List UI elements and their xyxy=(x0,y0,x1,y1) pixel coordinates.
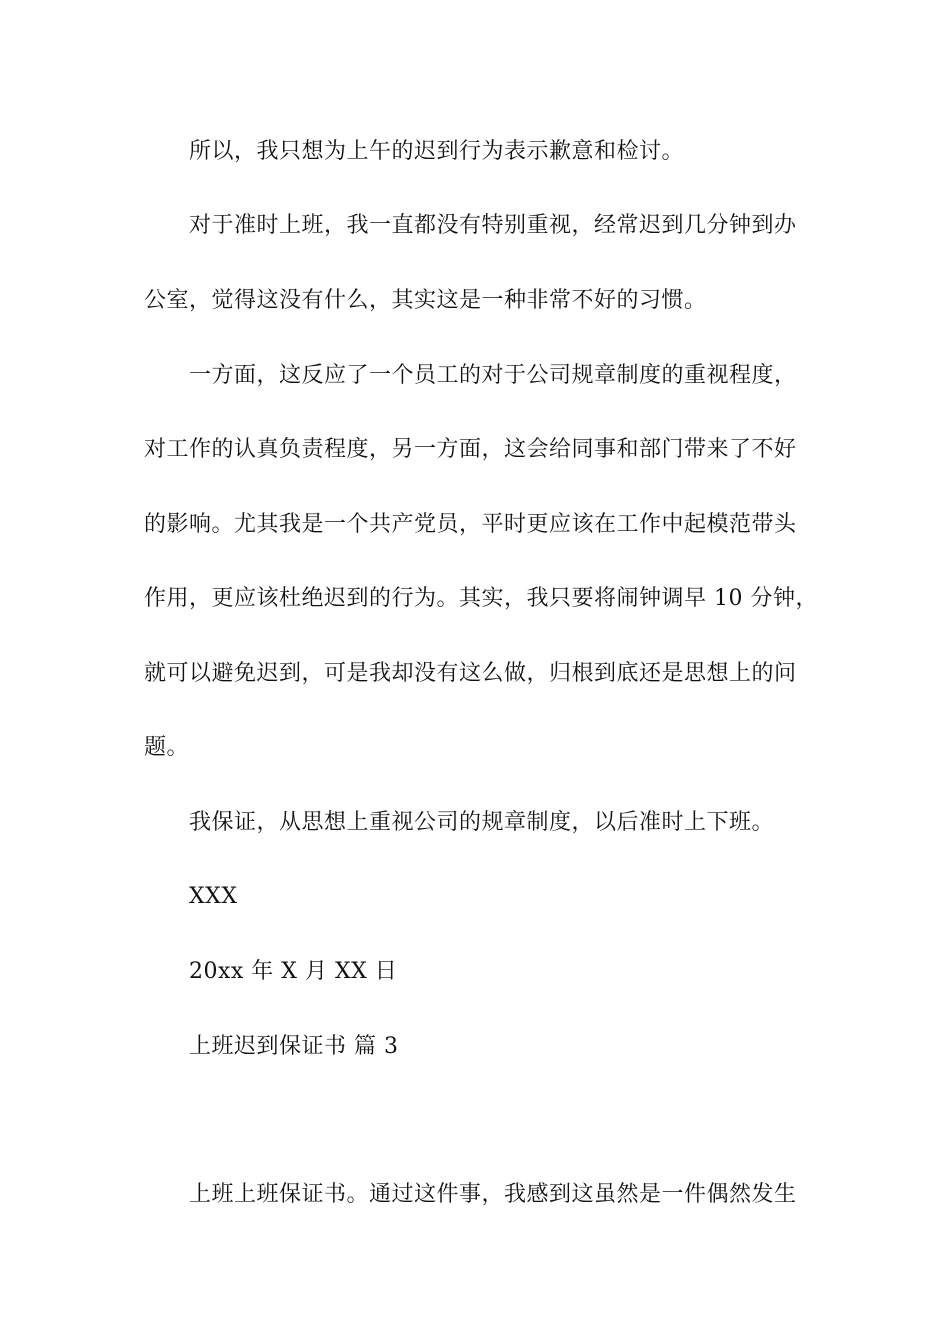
signature-name: XXX xyxy=(189,884,238,909)
paragraph-impact-line-6: 题。 xyxy=(144,735,190,760)
section-heading: 上班迟到保证书 篇 3 xyxy=(189,1034,399,1059)
paragraph-punctuality-line-2: 公室，觉得这没有什么，其实这是一种非常不好的习惯。 xyxy=(144,288,707,313)
paragraph-impact-line-5: 就可以避免迟到，可是我却没有这么做，归根到底还是思想上的问 xyxy=(144,661,797,686)
paragraph-impact-line-3: 的影响。尤其我是一个共产党员，平时更应该在工作中起模范带头 xyxy=(144,512,797,537)
paragraph-section3-line-1: 上班上班保证书。通过这件事，我感到这虽然是一件偶然发生 xyxy=(189,1182,797,1207)
paragraph-impact-line-4: 作用，更应该杜绝迟到的行为。其实，我只要将闹钟调早 10 分钟， xyxy=(144,586,818,611)
paragraph-impact-line-1: 一方面，这反应了一个员工的对于公司规章制度的重视程度， xyxy=(189,363,797,388)
paragraph-impact-line-2: 对工作的认真负责程度，另一方面，这会给同事和部门带来了不好 xyxy=(144,437,797,462)
signature-date: 20xx 年 X 月 XX 日 xyxy=(189,959,398,984)
paragraph-apology-line: 所以，我只想为上午的迟到行为表示歉意和检讨。 xyxy=(189,139,685,164)
paragraph-punctuality-line-1: 对于准时上班，我一直都没有特别重视，经常迟到几分钟到办 xyxy=(189,213,797,238)
paragraph-promise-line: 我保证，从思想上重视公司的规章制度，以后准时上下班。 xyxy=(189,810,775,835)
